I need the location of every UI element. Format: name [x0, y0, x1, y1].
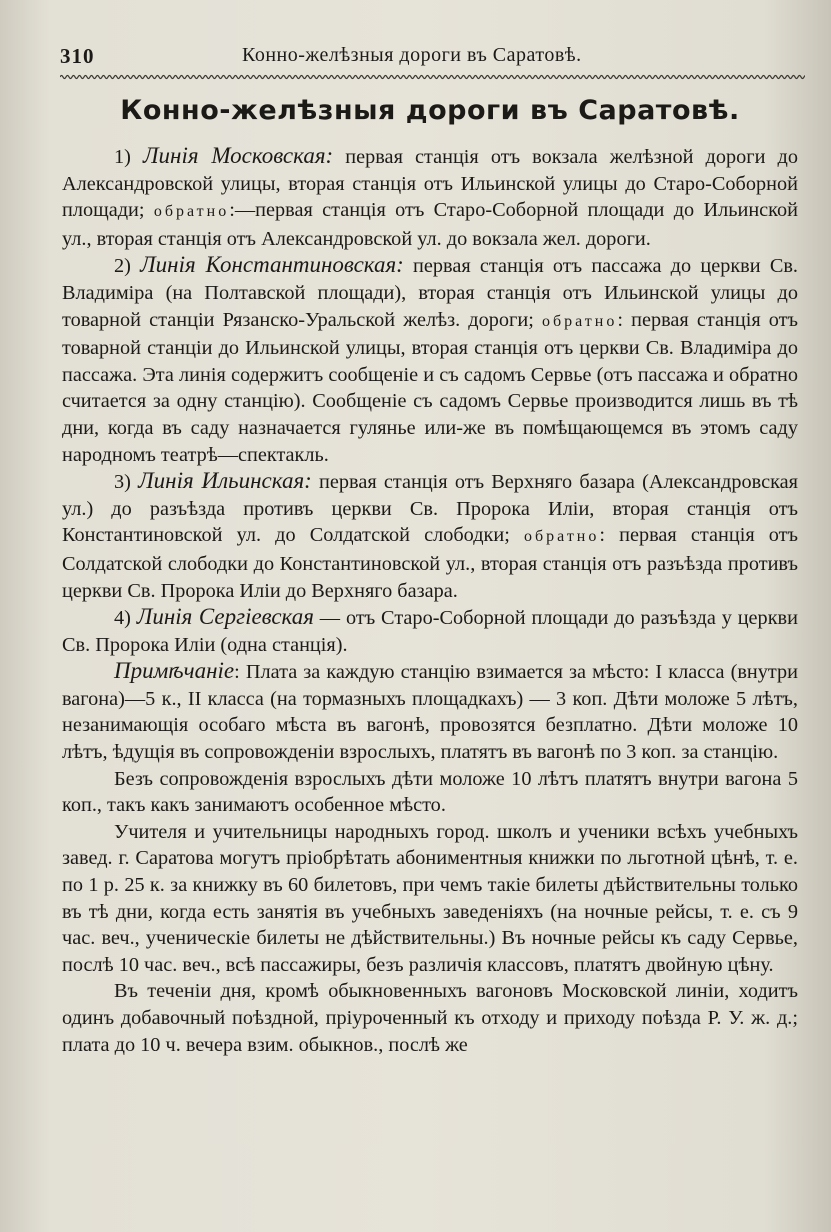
page-number: 310: [60, 44, 95, 68]
item-number: 4): [114, 607, 137, 630]
line-name: Линія Сергіевская: [136, 604, 314, 630]
wavy-rule: [60, 72, 805, 82]
running-head: [60, 44, 800, 72]
paragraph-extra-train: Въ теченіи дня, кромѣ обыкновенныхъ вагоновъ Московской линіи, ходитъ одинъ добавочный поѣздной, пріуроченный къ отходу и приходу поѣзда Р. У. ж. д.; плата до 10 ч. вечера взим. обыкнов., послѣ же: [62, 980, 798, 1056]
text: : первая станція отъ Солдатской слободки до Константиновской ул., вторая станція отъ разъѣзда противъ церкви Св. Пророка Иліи до Верхняго базара.: [62, 524, 798, 602]
note-label: Примѣчаніе: [114, 658, 235, 684]
text: :—первая станція отъ Старо-Соборной площади до Ильинской ул., вторая станція отъ Александровской ул. до вокзала жел. дороги.: [62, 199, 798, 250]
paragraph-moscow-line: [62, 143, 798, 252]
paragraph-teachers-fare: Учителя и учительницы народныхъ город. школъ и ученики всѣхъ учебныхъ завед. г. Саратова могутъ пріобрѣтать абониментныя книжки по льготной цѣнѣ, т. е. по 1 р. 25 к. за книжку въ 60 билетовъ, при чемъ такіе билеты дѣйствительны только въ тѣ дни, когда есть занятія въ учебныхъ заведеніяхъ (на ночные рейсы, т. е. съ 9 час. веч., ученическіе билеты не дѣйствительны.) Въ ночные рейсы къ саду Сервье, послѣ 10 час. веч., всѣ пассажиры, безъ различія классовъ, платятъ двойную цѣну.: [62, 820, 798, 976]
text: — отъ Старо-Соборной площади до разъѣзда у церкви Св. Пророка Иліи (одна станція).: [62, 607, 798, 656]
text: первая станція отъ вокзала желѣзной дороги до Александровской улицы, вторая станція отъ Ильинской улицы до Старо-Соборной площади;: [62, 146, 798, 222]
paragraph-konstantinovskaya-line: [62, 252, 798, 468]
paragraph-ilinskaya-line: [62, 468, 798, 604]
page-heading: Конно-желѣзныя дороги въ Саратовѣ.: [120, 95, 740, 126]
line-name: Линія Московская:: [142, 143, 334, 168]
spaced-word: обратно: [523, 528, 600, 546]
running-title: Конно-желѣзныя дороги въ Саратовѣ.: [242, 44, 582, 66]
paragraph-note: [62, 658, 798, 765]
text: первая станція отъ пассажа до церкви Св. Владиміра (на Полтавской площади), вторая станція отъ Ильинской улицы до товарной станціи Рязанско-Уральской желѣз. дороги;: [62, 255, 798, 331]
paragraph-children-fare: Безъ сопровожденія взрослыхъ дѣти моложе 10 лѣтъ платятъ внутри вагона 5 коп., такъ какъ занимаютъ особенное мѣсто.: [62, 767, 798, 817]
text: : первая станція отъ товарной станціи до Ильинской улицы, вторая станція отъ церкви Св. Владиміра до пассажа. Эта линія содержитъ сообщеніе и съ садомъ Сервье (отъ пассажа и обратно считается за одну станцію). Сообщеніе съ садомъ Сервье производится лишь въ тѣ дни, когда въ саду назначается гулянье или-же въ помѣщающемся въ этомъ саду народномъ театрѣ—спектакль.: [62, 308, 798, 466]
text: : Плата за каждую станцію взимается за мѣсто: I класса (внутри вагона)—5 к., II класса (на тормазныхъ площадкахъ) — 3 коп. Дѣти моложе 5 лѣтъ, незанимающія особаго мѣста въ вагонѣ, провозятся безплатно. Дѣти моложе 10 лѣтъ, ѣдущія въ сопровожденіи взрослыхъ, платятъ въ вагонѣ по 3 коп. за станцію.: [62, 661, 798, 764]
text: первая станція отъ Верхняго базара (Александровская ул.) до разъѣзда противъ церкви Св. Пророка Иліи, вторая станція отъ Константиновской ул. до Солдатской слободки;: [62, 471, 798, 547]
line-name: Линія Ильинская:: [138, 468, 312, 494]
line-name: Линія Константиновская:: [140, 252, 404, 278]
item-number: 3): [114, 471, 139, 494]
spaced-word: обратно: [153, 203, 230, 221]
item-number: 1): [114, 146, 143, 168]
spaced-word: обратно: [541, 312, 618, 330]
paragraph-sergievskaya-line: [62, 604, 798, 658]
body-text: [62, 143, 798, 1058]
item-number: 2): [114, 255, 141, 278]
